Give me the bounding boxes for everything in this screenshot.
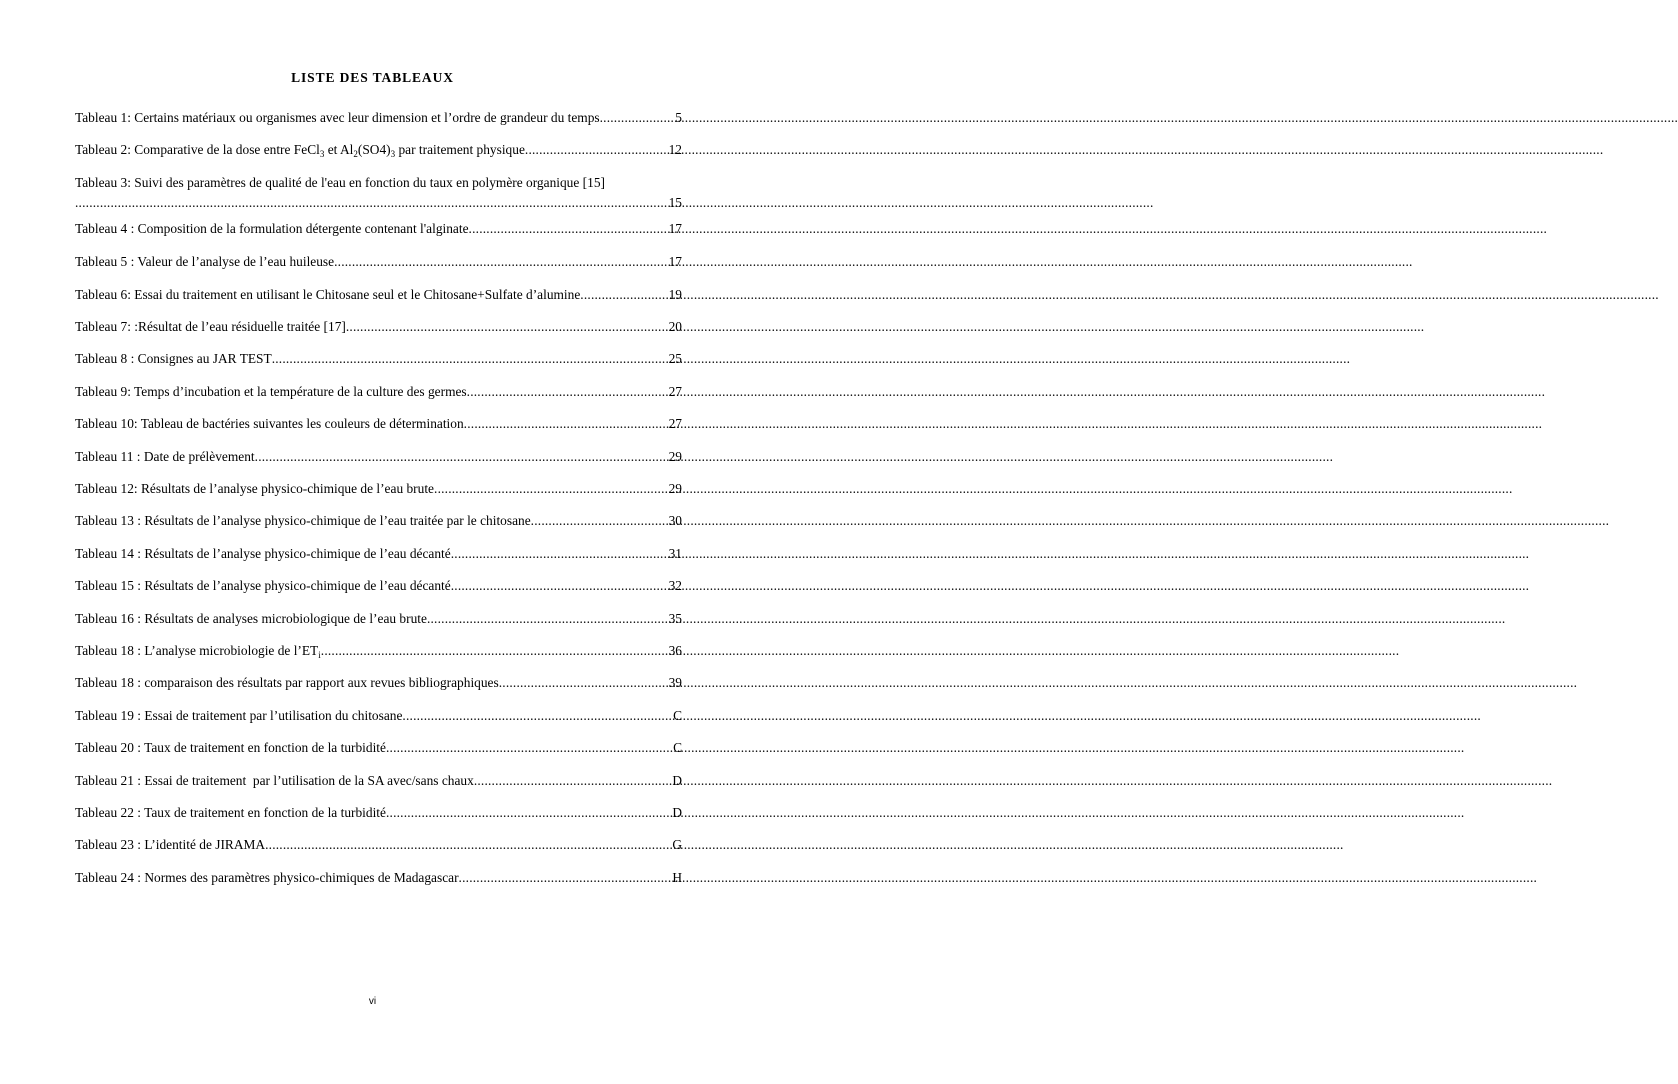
toc-entry-page: 27 xyxy=(668,383,682,399)
toc-entry-page: 17 xyxy=(668,220,682,236)
toc-entry-page: 39 xyxy=(668,675,682,691)
toc-entry-page: 35 xyxy=(668,610,682,626)
dot-leader xyxy=(427,609,668,629)
toc-entry-leader-line xyxy=(75,193,682,213)
toc-entry-label: Tableau 15 : Résultats de l’analyse physico-chimique de l’eau décanté xyxy=(75,578,451,594)
toc-entry[interactable] xyxy=(75,576,682,608)
toc-entry-page: D xyxy=(672,804,682,820)
toc-entry-page: 29 xyxy=(668,448,682,464)
toc-entry-page: 27 xyxy=(668,416,682,432)
toc-entry-label: Tableau 22 : Taux de traitement en fonction de la turbidité xyxy=(75,804,386,820)
dot-leader xyxy=(434,479,668,499)
toc-entry-page: 17 xyxy=(668,254,682,270)
toc-entry-page: 36 xyxy=(668,642,682,658)
toc-entry[interactable] xyxy=(75,173,682,219)
toc-entry-label: Tableau 3: Suivi des paramètres de qualité de l'eau en fonction du taux en polymère organique [15] xyxy=(75,174,605,190)
toc-entry[interactable] xyxy=(75,803,682,835)
toc-entry[interactable] xyxy=(75,835,682,867)
toc-entry-label: Tableau 19 : Essai de traitement par l’utilisation du chitosane xyxy=(75,707,403,723)
toc-entry-label: Tableau 11 : Date de prélèvement xyxy=(75,448,255,464)
toc-entry[interactable] xyxy=(75,285,682,317)
toc-entry-label: Tableau 10: Tableau de bactéries suivantes les couleurs de détermination xyxy=(75,416,464,432)
subscript: i xyxy=(318,649,321,660)
table-list xyxy=(75,108,682,900)
dot-leader xyxy=(321,641,668,661)
toc-entry-label: Tableau 14 : Résultats de l’analyse physico-chimique de l’eau décanté xyxy=(75,545,451,561)
dot-leader xyxy=(467,382,668,402)
toc-entry-page: 29 xyxy=(668,481,682,497)
toc-entry[interactable] xyxy=(75,609,682,641)
toc-entry-label xyxy=(75,641,321,662)
toc-entry[interactable] xyxy=(75,738,682,770)
dot-leader xyxy=(386,738,672,758)
toc-entry[interactable] xyxy=(75,544,682,576)
toc-entry-label: Tableau 4 : Composition de la formulation détergente contenant l'alginate xyxy=(75,220,469,236)
toc-entry-label: Tableau 6: Essai du traitement en utilisant le Chitosane seul et le Chitosane+Sulfate d’alumine xyxy=(75,286,581,302)
dot-leader xyxy=(255,447,668,467)
toc-entry[interactable] xyxy=(75,673,682,705)
dot-leader xyxy=(75,193,668,213)
toc-entry-label: Tableau 16 : Résultats de analyses microbiologique de l’eau brute xyxy=(75,610,427,626)
dot-leader xyxy=(265,835,671,855)
toc-entry-page: 19 xyxy=(668,286,682,302)
toc-entry-label: Tableau 5 : Valeur de l’analyse de l’eau huileuse xyxy=(75,254,335,270)
dot-leader xyxy=(464,414,668,434)
toc-entry[interactable] xyxy=(75,140,682,172)
toc-entry-page: 20 xyxy=(668,319,682,335)
toc-entry[interactable] xyxy=(75,317,682,349)
dot-leader xyxy=(272,349,668,369)
dot-leader xyxy=(402,706,672,726)
toc-entry[interactable] xyxy=(75,382,682,414)
toc-entry-label: Tableau 1: Certains matériaux ou organismes avec leur dimension et l’ordre de grandeur du temps xyxy=(75,110,600,125)
dot-leader xyxy=(499,673,668,693)
toc-entry-page: 15 xyxy=(668,194,682,210)
subscript: 3 xyxy=(390,149,396,160)
toc-entry-page: C xyxy=(673,707,682,723)
toc-entry[interactable] xyxy=(75,447,682,479)
dot-leader xyxy=(600,108,675,128)
dot-leader xyxy=(334,252,668,272)
toc-entry[interactable] xyxy=(75,868,682,900)
toc-entry[interactable] xyxy=(75,479,682,511)
dot-leader xyxy=(451,576,668,596)
dot-leader xyxy=(469,219,668,239)
toc-entry-page: 30 xyxy=(668,513,682,529)
subscript: 3 xyxy=(319,149,325,160)
toc-entry[interactable] xyxy=(75,511,682,543)
toc-entry-label: Tableau 12: Résultats de l’analyse physico-chimique de l’eau brute xyxy=(75,481,435,497)
toc-entry[interactable] xyxy=(75,219,682,253)
dot-leader xyxy=(474,771,672,791)
dot-leader xyxy=(580,285,667,305)
dot-leader xyxy=(386,803,671,823)
label-part: par traitement physique xyxy=(395,142,525,158)
toc-entry-page: D xyxy=(672,772,682,788)
toc-entry-page: 5 xyxy=(675,110,682,125)
toc-entry-label: Tableau 20 : Taux de traitement en fonction de la turbidité xyxy=(75,740,386,756)
toc-entry-label: Tableau 21 : Essai de traitement par l’utilisation de la SA avec/sans chaux xyxy=(75,772,474,788)
toc-entry[interactable] xyxy=(75,252,682,284)
toc-entry-page: 12 xyxy=(668,142,682,158)
toc-entry-page: C xyxy=(673,740,682,756)
toc-entry-label: Tableau 13 : Résultats de l’analyse physico-chimique de l’eau traitée par le chitosane xyxy=(75,513,531,529)
toc-entry[interactable] xyxy=(75,414,682,446)
toc-entry-page: G xyxy=(672,837,682,853)
toc-entry[interactable] xyxy=(75,641,682,673)
toc-entry-page: 25 xyxy=(668,351,682,367)
toc-entry[interactable] xyxy=(75,706,682,738)
toc-entry-page: 31 xyxy=(668,545,682,561)
toc-entry-label: Tableau 9: Temps d’incubation et la température de la culture des germes xyxy=(75,383,467,399)
toc-entry-label: Tableau 7: :Résultat de l’eau résiduelle traitée [17] xyxy=(75,319,346,335)
dot-leader xyxy=(525,140,668,160)
toc-entry-label: Tableau 23 : L’identité de JIRAMA xyxy=(75,837,266,853)
dot-leader xyxy=(346,317,668,337)
subscript: 2 xyxy=(353,149,358,160)
document-page xyxy=(0,0,745,1084)
dot-leader xyxy=(459,868,672,888)
toc-entry-label: Tableau 18 : comparaison des résultats par rapport aux revues bibliographiques xyxy=(75,675,499,691)
dot-leader xyxy=(531,511,668,531)
toc-entry[interactable] xyxy=(75,349,682,381)
toc-entry-label: Tableau 8 : Consignes au JAR TEST xyxy=(75,351,272,367)
toc-entry-page: H xyxy=(672,869,682,885)
label-part: et Al xyxy=(324,142,354,158)
toc-entry-page: 32 xyxy=(668,578,682,594)
label-part: (SO4) xyxy=(357,142,391,158)
toc-entry-label: Tableau 24 : Normes des paramètres physico-chimiques de Madagascar xyxy=(75,869,459,885)
label-part: Tableau 2: Comparative de la dose entre FeCl xyxy=(75,142,320,158)
label-part: Tableau 18 : L’analyse microbiologie de l’ET xyxy=(75,642,319,658)
page-title: LISTE DES TABLEAUX xyxy=(291,70,454,85)
toc-entry[interactable] xyxy=(75,108,682,140)
toc-entry[interactable] xyxy=(75,771,682,803)
toc-entry-label xyxy=(75,140,525,161)
page-number: vi xyxy=(368,996,377,1007)
dot-leader xyxy=(451,544,668,564)
